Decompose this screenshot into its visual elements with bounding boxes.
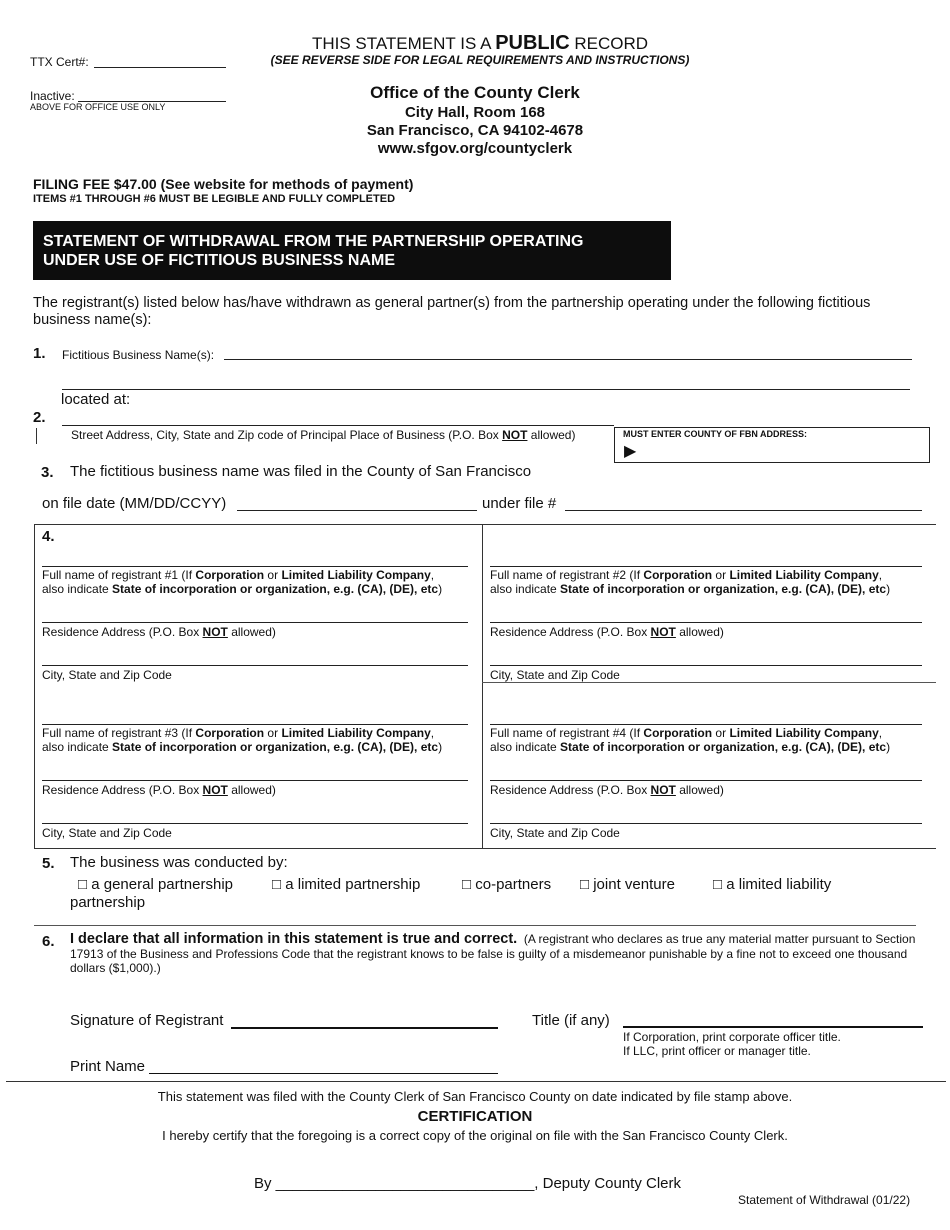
registrant-4-name-field[interactable] [490, 713, 922, 725]
file-number-field[interactable] [565, 497, 922, 511]
reg1-pre: Full name of registrant [42, 568, 165, 582]
registrant-1-name-label [42, 568, 442, 596]
ttx-cert-field[interactable] [94, 54, 226, 68]
county-box[interactable] [614, 427, 930, 463]
reg1-state: State of incorporation or organization, e.g. (CA), (DE), etc [112, 582, 439, 596]
item-4-left-border [34, 524, 35, 848]
reg1-mid: (If [178, 568, 196, 582]
reg1-llc: Limited Liability Company [281, 568, 431, 582]
title-field[interactable] [623, 1026, 923, 1028]
title-label: Title (if any) [532, 1012, 610, 1029]
limited-liability-partnership-label: partnership [70, 894, 146, 911]
certification-text: I hereby certify that the foregoing is a correct copy of the original on file with the San Francisco County Clerk. [162, 1128, 788, 1143]
reg3-pre: Full name of registrant [42, 726, 165, 740]
registrant-4-address-label [490, 783, 724, 797]
see-reverse-note: (SEE REVERSE SIDE FOR LEGAL REQUIREMENTS AND INSTRUCTIONS) [270, 53, 690, 67]
intro-text: The registrant(s) listed below has/have withdrawn as general partner(s) from the partnership operating under the following fictitious business name(s): [33, 295, 871, 328]
form-title [43, 232, 583, 270]
print-name-field[interactable] [149, 1073, 498, 1074]
ttx-cert-label: TTX Cert#: [30, 55, 89, 69]
fbn-field-2[interactable] [62, 376, 910, 390]
filed-statement: This statement was filed with the County Clerk of San Francisco County on date indicated by file stamp above. [157, 1089, 793, 1104]
street-address-field[interactable] [62, 412, 614, 426]
reg3-close: ) [438, 740, 443, 754]
registrant-3-address-field[interactable] [42, 769, 468, 781]
res2-not: NOT [650, 625, 676, 639]
reg3-number: #3 [164, 726, 179, 740]
item-4-divider [482, 524, 483, 848]
public-prefix: THIS STATEMENT IS A [311, 34, 496, 53]
reg2-state: State of incorporation or organization, e.g. (CA), (DE), etc [560, 582, 887, 596]
reg2-also: also indicate [490, 582, 561, 596]
reg4-number: #4 [612, 726, 627, 740]
inactive-label: Inactive: [30, 89, 75, 103]
reg2-close: ) [886, 582, 891, 596]
declaration-statement: I declare that all information in this statement is true and correct. [70, 931, 518, 947]
reg4-comma: , [878, 726, 883, 740]
registrant-4-city-field[interactable] [490, 812, 922, 824]
llc-title-note: If LLC, print officer or manager title. [623, 1044, 811, 1058]
res4-post: allowed) [675, 783, 724, 797]
registrant-3-name-label [42, 726, 442, 754]
reg2-number: #2 [612, 568, 627, 582]
item-6-number: 6. [42, 933, 55, 950]
registrant-2-address-label [490, 625, 724, 639]
res3-pre: Residence Address (P.O. Box [42, 783, 203, 797]
filing-fee: FILING FEE $47.00 (See website for methods of payment) [33, 176, 414, 192]
registrant-2-name-field[interactable] [490, 555, 922, 567]
item-5-number: 5. [42, 855, 55, 872]
reg3-or: or [264, 726, 282, 740]
registrant-3-address-label [42, 783, 276, 797]
office-use-note: ABOVE FOR OFFICE USE ONLY [30, 102, 166, 112]
reg3-corp: Corporation [195, 726, 265, 740]
items-note: ITEMS #1 THROUGH #6 MUST BE LEGIBLE AND FULLY COMPLETED [33, 193, 396, 205]
checkbox-joint-venture[interactable]: □ joint venture [580, 876, 675, 893]
file-date-label: on file date (MM/DD/CCYY) [42, 495, 227, 512]
office-website: www.sfgov.org/countyclerk [377, 140, 573, 157]
file-number-label: under file # [482, 495, 557, 512]
item-4-bottom-border [34, 848, 936, 849]
certification-title: CERTIFICATION [417, 1108, 533, 1125]
registrant-1-city-label: City, State and Zip Code [42, 668, 172, 682]
reg3-state: State of incorporation or organization, e.g. (CA), (DE), etc [112, 740, 439, 754]
registrant-4-name-label [490, 726, 890, 754]
corp-title-note: If Corporation, print corporate officer title. [623, 1030, 841, 1044]
reg1-close: ) [438, 582, 443, 596]
reg4-also: also indicate [490, 740, 561, 754]
registrant-1-city-field[interactable] [42, 654, 468, 666]
reg2-llc: Limited Liability Company [729, 568, 879, 582]
item-4-top-border [34, 524, 936, 525]
registrant-2-city-field[interactable] [490, 654, 922, 666]
reg4-mid: (If [626, 726, 644, 740]
reg2-mid: (If [626, 568, 644, 582]
fbn-label: Fictitious Business Name(s): [62, 348, 215, 362]
registrant-3-city-label: City, State and Zip Code [42, 826, 172, 840]
reg3-comma: , [430, 726, 435, 740]
item-1-number: 1. [33, 345, 46, 362]
county-label: MUST ENTER COUNTY OF FBN ADDRESS: [623, 429, 808, 439]
item-4-number: 4. [42, 528, 55, 545]
street-address-label [71, 428, 575, 442]
office-address-1: City Hall, Room 168 [404, 104, 546, 121]
registrant-2-city-label: City, State and Zip Code [490, 668, 620, 682]
registrant-1-address-field[interactable] [42, 611, 468, 623]
res3-post: allowed) [227, 783, 276, 797]
reg3-also: also indicate [42, 740, 113, 754]
reg2-or: or [712, 568, 730, 582]
reg4-corp: Corporation [643, 726, 713, 740]
form-identifier: Statement of Withdrawal (01/22) [738, 1193, 911, 1207]
located-at-label: located at: [61, 391, 131, 408]
res1-not: NOT [202, 625, 228, 639]
res1-post: allowed) [227, 625, 276, 639]
reg4-or: or [712, 726, 730, 740]
registrant-2-address-field[interactable] [490, 611, 922, 623]
declaration-legal: (A registrant who declares as true any material matter pursuant to Section 17913 of the Business and Professions Code that the registrant knows to be false is guilty of a misdemeanor punishable by a fine not to exceed one thousand dollars ($1,000).) [70, 932, 916, 975]
registrant-3-name-field[interactable] [42, 713, 468, 725]
public-word: PUBLIC [495, 32, 570, 54]
checkbox-limited-liability[interactable]: □ a limited liability [713, 876, 832, 893]
res1-pre: Residence Address (P.O. Box [42, 625, 203, 639]
item-2-tick [36, 428, 37, 444]
res4-pre: Residence Address (P.O. Box [490, 783, 651, 797]
public-suffix: RECORD [569, 34, 649, 53]
reg3-mid: (If [178, 726, 196, 740]
public-record-heading [250, 32, 710, 55]
reg2-pre: Full name of registrant [490, 568, 613, 582]
registrant-4-address-field[interactable] [490, 769, 922, 781]
street-label-pre: Street Address, City, State and Zip code of Principal Place of Business (P.O. Box [71, 428, 503, 442]
res4-not: NOT [650, 783, 676, 797]
checkbox-limited-partnership[interactable]: □ a limited partnership [272, 876, 421, 893]
item-5-bottom-border [34, 925, 916, 926]
registrant-3-city-field[interactable] [42, 812, 468, 824]
reg1-number: #1 [164, 568, 179, 582]
business-conducted-label: The business was conducted by: [70, 854, 288, 871]
street-label-not: NOT [502, 428, 528, 442]
form-title-line-2: UNDER USE OF FICTITIOUS BUSINESS NAME [43, 252, 396, 269]
res2-pre: Residence Address (P.O. Box [490, 625, 651, 639]
item-3-number: 3. [41, 464, 54, 481]
print-name-label: Print Name [70, 1058, 146, 1075]
form-title-line-1: STATEMENT OF WITHDRAWAL FROM THE PARTNERSHIP OPERATING [43, 233, 584, 250]
office-name: Office of the County Clerk [370, 83, 580, 102]
reg1-or: or [264, 568, 282, 582]
item-4-row-border [482, 682, 936, 683]
filed-county-text: The fictitious business name was filed in the County of San Francisco [70, 463, 532, 480]
reg2-comma: , [878, 568, 883, 582]
file-date-field[interactable] [237, 497, 477, 511]
signature-field[interactable] [231, 1027, 498, 1029]
inactive-field[interactable] [78, 88, 226, 102]
declaration-text [70, 932, 926, 976]
office-address-2: San Francisco, CA 94102-4678 [366, 122, 584, 139]
fbn-field-1[interactable] [224, 346, 912, 360]
street-label-post: allowed) [527, 428, 576, 442]
reg3-llc: Limited Liability Company [281, 726, 431, 740]
reg2-corp: Corporation [643, 568, 713, 582]
form-title-bar [33, 221, 671, 280]
registrant-4-city-label: City, State and Zip Code [490, 826, 620, 840]
deputy-clerk-signature: By _______________________________, Deputy County Clerk [254, 1175, 682, 1192]
signature-label: Signature of Registrant [70, 1012, 224, 1029]
reg1-corp: Corporation [195, 568, 265, 582]
arrow-right-icon: ▶ [624, 443, 637, 460]
registrant-2-name-label [490, 568, 890, 596]
checkbox-general-partnership[interactable]: □ a general partnership [78, 876, 233, 893]
res2-post: allowed) [675, 625, 724, 639]
reg4-close: ) [886, 740, 891, 754]
checkbox-co-partners[interactable]: □ co-partners [462, 876, 552, 893]
reg1-also: also indicate [42, 582, 113, 596]
reg4-llc: Limited Liability Company [729, 726, 879, 740]
registrant-1-name-field[interactable] [42, 555, 468, 567]
reg1-comma: , [430, 568, 435, 582]
reg4-state: State of incorporation or organization, e.g. (CA), (DE), etc [560, 740, 887, 754]
footer-divider [6, 1081, 946, 1082]
registrant-1-address-label [42, 625, 276, 639]
reg4-pre: Full name of registrant [490, 726, 613, 740]
res3-not: NOT [202, 783, 228, 797]
item-2-number: 2. [33, 409, 46, 426]
